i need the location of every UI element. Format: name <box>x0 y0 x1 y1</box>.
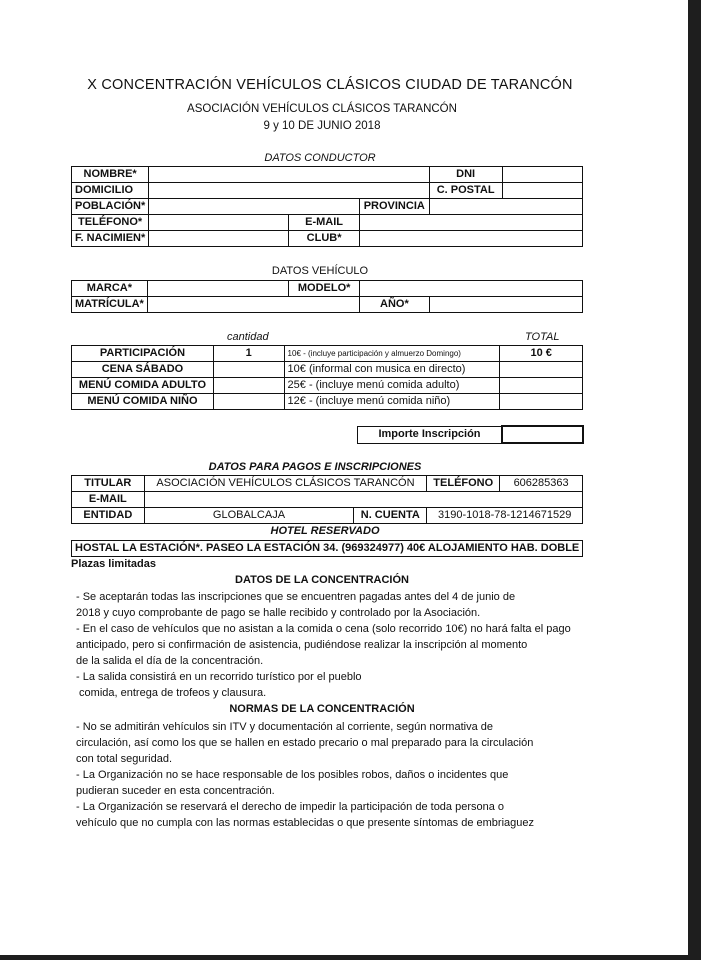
hotel-table <box>71 540 583 557</box>
total-label: TOTAL <box>525 331 560 343</box>
cost-qty-field[interactable]: 1 <box>213 346 284 362</box>
matricula-field[interactable] <box>147 297 359 313</box>
concentracion-line: - Se aceptarán todas las inscripciones que se encuentren pagadas antes del 4 de junio de <box>76 591 516 603</box>
cost-item-label: MENÚ COMIDA NIÑO <box>72 394 214 410</box>
normas-text <box>76 719 534 831</box>
cost-item-desc: 10€ - (incluye participación y almuerzo Domingo) <box>284 346 500 362</box>
concentracion-line: - En el caso de vehículos que no asistan a la comida o cena (solo recorrido 10€) no hará falta el pago <box>76 623 571 635</box>
cost-table <box>71 345 583 410</box>
modelo-field[interactable] <box>360 281 583 297</box>
entidad-label: ENTIDAD <box>72 508 145 524</box>
dni-field[interactable] <box>502 167 582 183</box>
normas-line: vehículo que no cumpla con las normas establecidas o que presente síntomas de embriaguez <box>76 817 534 829</box>
cost-row <box>72 362 583 378</box>
concentracion-line: - La salida consistirá en un recorrido turístico por el pueblo <box>76 671 362 683</box>
association-name: ASOCIACIÓN VEHÍCULOS CLÁSICOS TARANCÓN <box>187 103 457 115</box>
hotel-heading: HOTEL RESERVADO <box>270 525 380 537</box>
cpostal-label: C. POSTAL <box>429 183 502 199</box>
vehiculo-heading: DATOS VEHÍCULO <box>271 265 369 277</box>
concentracion-line: 2018 y cuyo comprobante de pago se halle recibido y controlado por la Asociación. <box>76 607 481 619</box>
pagos-table <box>71 475 583 524</box>
club-field[interactable] <box>359 231 582 247</box>
pagos-heading: DATOS PARA PAGOS E INSCRIPCIONES <box>208 461 422 473</box>
modelo-label: MODELO* <box>289 281 360 297</box>
normas-line: pudieran suceder en esta concentración. <box>76 785 275 797</box>
conductor-heading: DATOS CONDUCTOR <box>264 152 376 164</box>
cost-item-label: PARTICIPACIÓN <box>72 346 214 362</box>
fnacimiento-label: F. NACIMIEN* <box>72 231 149 247</box>
concentracion-heading: DATOS DE LA CONCENTRACIÓN <box>235 574 409 586</box>
cpostal-field[interactable] <box>502 183 582 199</box>
email-field[interactable] <box>359 215 582 231</box>
cost-total-field[interactable] <box>500 378 583 394</box>
hotel-info: HOSTAL LA ESTACIÓN*. PASEO LA ESTACIÓN 34. (969324977) 40€ ALOJAMIENTO HAB. DOBLE <box>72 541 583 557</box>
page-shadow-right <box>688 0 701 960</box>
domicilio-field[interactable] <box>149 183 429 199</box>
cost-row <box>72 394 583 410</box>
concentracion-text <box>76 589 571 701</box>
poblacion-label: POBLACIÓN* <box>72 199 149 215</box>
normas-line: circulación, así como los que se hallen en estado precario o mal preparado para la circulación <box>76 737 534 749</box>
normas-line: - No se admitirán vehículos sin ITV y documentación al corriente, según normativa de <box>76 721 493 733</box>
fnacimiento-field[interactable] <box>149 231 289 247</box>
event-dates: 9 y 10 DE JUNIO 2018 <box>263 120 381 132</box>
normas-line: - La Organización se reservará el derecho de impedir la participación de toda persona o <box>76 801 505 813</box>
marca-label: MARCA* <box>72 281 148 297</box>
normas-heading: NORMAS DE LA CONCENTRACIÓN <box>229 703 415 715</box>
cost-qty-field[interactable] <box>213 378 284 394</box>
nombre-field[interactable] <box>149 167 429 183</box>
marca-field[interactable] <box>147 281 288 297</box>
cuenta-value: 3190-1018-78-1214671529 <box>427 508 583 524</box>
anio-label: AÑO* <box>360 297 430 313</box>
telefono-field[interactable] <box>149 215 289 231</box>
cost-item-desc: 25€ - (incluye menú comida adulto) <box>284 378 500 394</box>
entidad-value: GLOBALCAJA <box>144 508 354 524</box>
matricula-label: MATRÍCULA* <box>72 297 148 313</box>
titular-label: TITULAR <box>72 476 145 492</box>
importe-label: Importe Inscripción <box>358 426 503 443</box>
cost-item-label: CENA SÁBADO <box>72 362 214 378</box>
page-title: X CONCENTRACIÓN VEHÍCULOS CLÁSICOS CIUDAD DE TARANCÓN <box>87 77 573 93</box>
titular-value: ASOCIACIÓN VEHÍCULOS CLÁSICOS TARANCÓN <box>144 476 427 492</box>
pagos-email-label: E-MAIL <box>72 492 145 508</box>
email-label: E-MAIL <box>289 215 359 231</box>
normas-line: - La Organización no se hace responsable de los posibles robos, daños o incidentes que <box>76 769 509 781</box>
cost-item-desc: 10€ (informal con musica en directo) <box>284 362 500 378</box>
cost-qty-field[interactable] <box>213 362 284 378</box>
cost-total-field[interactable] <box>500 394 583 410</box>
cost-item-label: MENÚ COMIDA ADULTO <box>72 378 214 394</box>
cost-item-desc: 12€ - (incluye menú comida niño) <box>284 394 500 410</box>
pagos-telefono-label: TELÉFONO <box>427 476 500 492</box>
pagos-email-value <box>144 492 582 508</box>
pagos-telefono-value: 606285363 <box>500 476 583 492</box>
cost-row <box>72 346 583 362</box>
poblacion-field[interactable] <box>149 199 360 215</box>
vehiculo-table <box>71 280 583 313</box>
cantidad-label: cantidad <box>227 331 269 343</box>
club-label: CLUB* <box>289 231 359 247</box>
normas-line: con total seguridad. <box>76 753 173 765</box>
domicilio-label: DOMICILIO <box>72 183 149 199</box>
concentracion-line: de la salida el día de la concentración. <box>76 655 264 667</box>
cost-qty-field[interactable] <box>213 394 284 410</box>
provincia-field[interactable] <box>429 199 582 215</box>
cost-total-field[interactable]: 10 € <box>500 346 583 362</box>
anio-field[interactable] <box>429 297 582 313</box>
cost-total-field[interactable] <box>500 362 583 378</box>
concentracion-line: anticipado, pero si confirmación de asistencia, pudiéndose realizar la inscripción al momento <box>76 639 528 651</box>
cuenta-label: N. CUENTA <box>354 508 427 524</box>
page-shadow-bottom <box>0 955 701 960</box>
concentracion-line: comida, entrega de trofeos y clausura. <box>76 687 267 699</box>
dni-label: DNI <box>429 167 502 183</box>
importe-table <box>357 425 584 444</box>
telefono-label: TELÉFONO* <box>72 215 149 231</box>
importe-field[interactable] <box>502 426 583 443</box>
conductor-table <box>71 166 583 247</box>
plazas-limitadas: Plazas limitadas <box>71 558 156 570</box>
cost-row <box>72 378 583 394</box>
provincia-label: PROVINCIA <box>359 199 429 215</box>
nombre-label: NOMBRE* <box>72 167 149 183</box>
